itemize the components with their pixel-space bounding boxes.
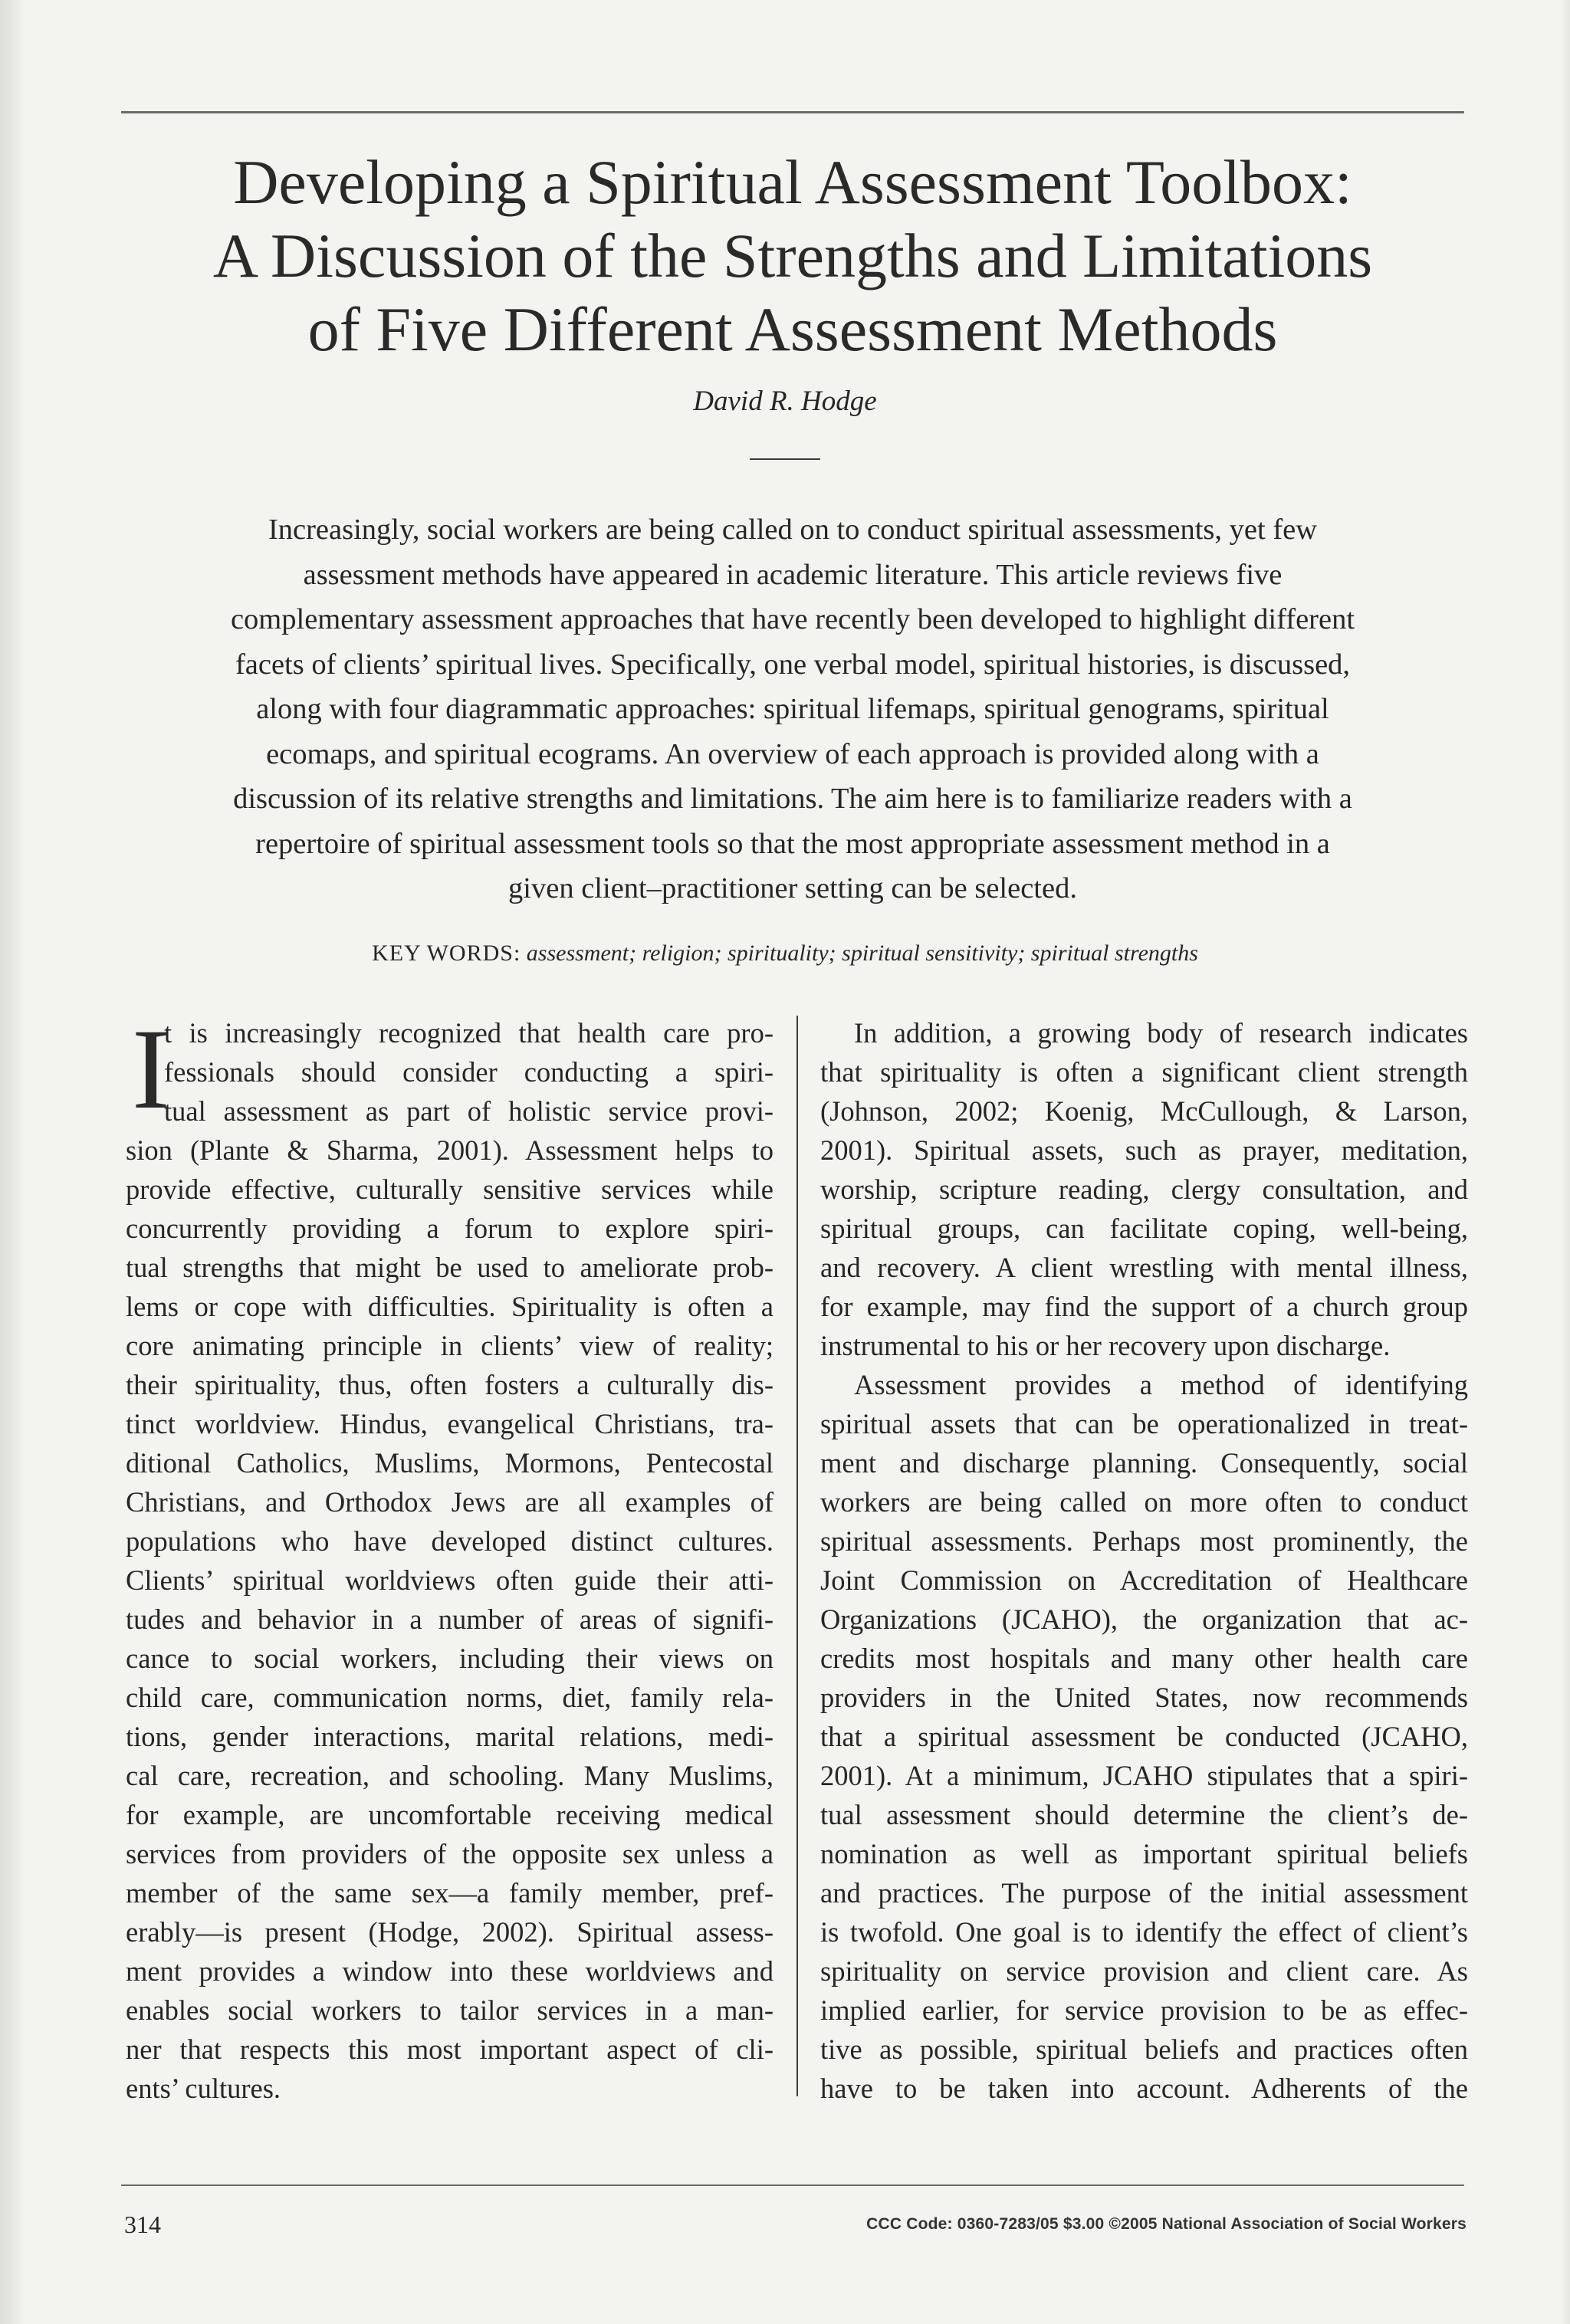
body-line: spiritual groups, can facilitate coping, well-being,: [820, 1213, 1468, 1244]
body-line: erably—is present (Hodge, 2002). Spiritual assess-: [126, 1916, 774, 1948]
abstract-line: along with four diagrammatic approaches: spiritual lifemaps, spiritual genograms, spiritual: [256, 693, 1329, 725]
page-number: 314: [124, 2211, 161, 2238]
body-line: tual assessment as part of holistic service provi-: [164, 1095, 774, 1127]
body-line: sion (Plante & Sharma, 2001). Assessment helps to: [126, 1134, 774, 1166]
abstract-line: assessment methods have appeared in academic literature. This article reviews five: [303, 558, 1283, 591]
column-divider: [796, 1016, 798, 2096]
title-line: Developing a Spiritual Assessment Toolbox:: [233, 147, 1352, 217]
body-line: tual assessment should determine the client’s de-: [820, 1799, 1468, 1830]
body-line: for example, may find the support of a church group: [820, 1291, 1468, 1322]
abstract-line: discussion of its relative strengths and limitations. The aim here is to familiarize readers with a: [233, 783, 1352, 815]
copyright-line: CCC Code: 0360-7283/05 $3.00 ©2005 National Association of Social Workers: [866, 2215, 1467, 2233]
footer-rule: [121, 2184, 1464, 2186]
body-line: ditional Catholics, Muslims, Mormons, Pentecostal: [126, 1447, 774, 1479]
body-line: populations who have developed distinct cultures.: [126, 1525, 774, 1557]
body-line: providers in the United States, now recommends: [820, 1682, 1468, 1713]
article-title: [115, 146, 1470, 366]
abstract-line: repertoire of spiritual assessment tools so that the most appropriate assessment method in a: [255, 827, 1330, 860]
body-line: child care, communication norms, diet, family rela-: [126, 1682, 774, 1713]
body-line: their spirituality, thus, often fosters a culturally dis-: [126, 1369, 774, 1400]
body-line: tions, gender interactions, marital relations, medi-: [126, 1721, 774, 1752]
body-line: services from providers of the opposite sex unless a: [126, 1838, 774, 1869]
body-line: Joint Commission on Accreditation of Healthcare: [820, 1564, 1468, 1596]
body-line: In addition, a growing body of research indicates: [854, 1017, 1468, 1049]
drop-cap: I: [132, 1006, 170, 1133]
body-line: 2001). At a minimum, JCAHO stipulates that a spiri-: [820, 1760, 1468, 1791]
body-line: spiritual assessments. Perhaps most prominently, the: [820, 1525, 1468, 1557]
keywords-list: assessment; religion; spirituality; spiritual sensitivity; spiritual strengths: [526, 940, 1198, 966]
body-line: ner that respects this most important aspect of cli-: [126, 2034, 774, 2065]
body-line: 2001). Spiritual assets, such as prayer, meditation,: [820, 1134, 1468, 1166]
body-line: Clients’ spiritual worldviews often guide their atti-: [126, 1564, 774, 1596]
page-edge-shadow-right: [1559, 0, 1570, 2324]
title-line: A Discussion of the Strengths and Limitations: [212, 221, 1373, 290]
header-rule: [121, 111, 1464, 113]
body-line: for example, are uncomfortable receiving medical: [126, 1799, 774, 1830]
keywords-label: KEY WORDS:: [372, 940, 521, 966]
body-line: Assessment provides a method of identifying: [854, 1369, 1468, 1400]
body-line: tinct worldview. Hindus, evangelical Christians, tra-: [126, 1408, 774, 1439]
body-line: ment provides a window into these worldviews and: [126, 1955, 774, 1987]
body-line: that spirituality is often a significant client strength: [820, 1056, 1468, 1088]
body-line: tudes and behavior in a number of areas of signifi-: [126, 1603, 774, 1635]
body-line: nomination as well as important spiritual beliefs: [820, 1838, 1468, 1869]
body-line: fessionals should consider conducting a spiri-: [164, 1056, 774, 1088]
body-line: core animating principle in clients’ view of reality;: [126, 1330, 774, 1361]
body-line: Organizations (JCAHO), the organization that ac-: [820, 1603, 1468, 1635]
body-line: t is increasingly recognized that health care pro-: [164, 1017, 774, 1049]
body-line: cal care, recreation, and schooling. Many Muslims,: [126, 1760, 774, 1791]
body-line: ents’ cultures.: [126, 2073, 281, 2104]
body-line: (Johnson, 2002; Koenig, McCullough, & Larson,: [820, 1095, 1468, 1127]
body-line: Christians, and Orthodox Jews are all examples of: [126, 1486, 774, 1518]
abstract-line: facets of clients’ spiritual lives. Specifically, one verbal model, spiritual histories, is discussed,: [235, 648, 1351, 681]
body-line: cance to social workers, including their views on: [126, 1643, 774, 1674]
body-line: member of the same sex—a family member, pref-: [126, 1877, 774, 1909]
body-line: concurrently providing a forum to explore spiri-: [126, 1213, 774, 1244]
body-line: and practices. The purpose of the initial assessment: [820, 1877, 1468, 1909]
body-line: spirituality on service provision and client care. As: [820, 1955, 1468, 1987]
title-line: of Five Different Assessment Methods: [307, 294, 1278, 364]
body-line: lems or cope with difficulties. Spirituality is often a: [126, 1291, 774, 1322]
abstract-line: given client–practitioner setting can be selected.: [508, 872, 1077, 904]
body-line: provide effective, culturally sensitive services while: [126, 1173, 774, 1205]
page-edge-shadow: [0, 0, 26, 2324]
body-line: worship, scripture reading, clergy consultation, and: [820, 1173, 1468, 1205]
body-line: have to be taken into account. Adherents of the: [820, 2073, 1468, 2104]
body-line: that a spiritual assessment be conducted (JCAHO,: [820, 1721, 1468, 1752]
body-line: spiritual assets that can be operationalized in treat-: [820, 1408, 1468, 1439]
abstract-line: ecomaps, and spiritual ecograms. An overview of each approach is provided along with a: [266, 737, 1319, 770]
body-line: and recovery. A client wrestling with mental illness,: [820, 1252, 1468, 1283]
body-line: credits most hospitals and many other health care: [820, 1643, 1468, 1674]
author-divider: [750, 458, 820, 460]
body-line: workers are being called on more often to conduct: [820, 1486, 1468, 1518]
abstract-line: Increasingly, social workers are being called on to conduct spiritual assessments, yet few: [268, 514, 1318, 546]
body-line: ment and discharge planning. Consequently, social: [820, 1447, 1468, 1479]
body-line: tive as possible, spiritual beliefs and practices often: [820, 2034, 1468, 2065]
body-line: is twofold. One goal is to identify the effect of client’s: [820, 1916, 1468, 1948]
body-line: implied earlier, for service provision to be as effec-: [820, 1994, 1468, 2026]
keywords: [0, 937, 1570, 970]
author-name: David R. Hodge: [693, 386, 877, 417]
body-line: tual strengths that might be used to ameliorate prob-: [126, 1252, 774, 1283]
abstract-line: complementary assessment approaches that have recently been developed to highlight different: [230, 603, 1355, 635]
body-line: instrumental to his or her recovery upon discharge.: [820, 1330, 1391, 1361]
body-column-right: [820, 1013, 1468, 2108]
abstract: [115, 507, 1470, 911]
body-column-left: [126, 1006, 774, 2108]
body-line: enables social workers to tailor services in a man-: [126, 1994, 774, 2026]
